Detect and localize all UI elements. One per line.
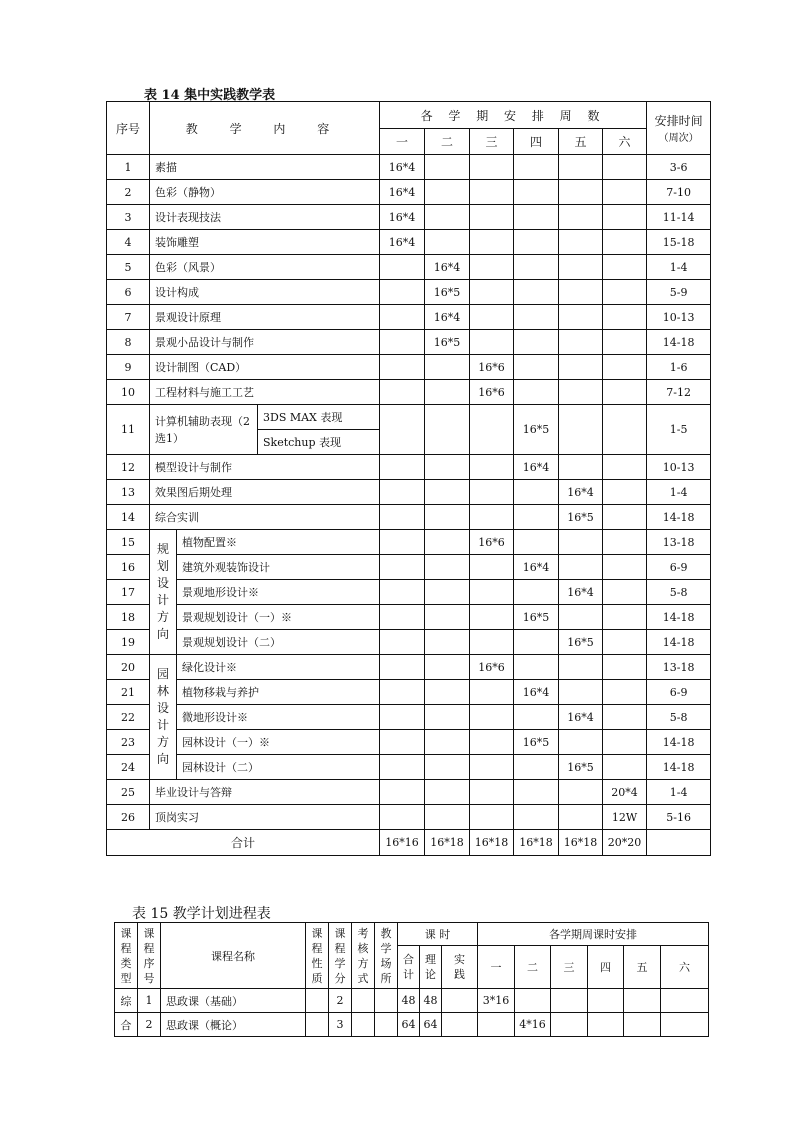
row-name: 综合实训 xyxy=(150,505,380,530)
row-name: 毕业设计与答辩 xyxy=(150,780,380,805)
table-row xyxy=(107,155,711,180)
header-semester-3: 三 xyxy=(551,946,588,989)
cell-s4: 16*5 xyxy=(514,730,559,755)
row-no: 6 xyxy=(107,280,150,305)
category-label-top: 综 xyxy=(115,989,138,1013)
header-semester-6: 六 xyxy=(603,129,647,155)
course-name: 思政课（概论） xyxy=(161,1013,306,1037)
row-no: 14 xyxy=(107,505,150,530)
cell-s4: 16*5 xyxy=(514,405,559,455)
course-credit: 3 xyxy=(329,1013,352,1037)
table-row xyxy=(107,680,711,705)
row-no: 5 xyxy=(107,255,150,280)
practice-teaching-table xyxy=(106,101,711,856)
row-time: 10-13 xyxy=(647,305,711,330)
cell-s3: 16*6 xyxy=(470,655,514,680)
cell-s4: 16*4 xyxy=(514,680,559,705)
header-hours-theory: 理 论 xyxy=(420,946,442,989)
cell-s2: 16*4 xyxy=(425,305,470,330)
total-s2: 16*18 xyxy=(425,830,470,856)
table-row xyxy=(107,805,711,830)
header-seq: 序号 xyxy=(107,102,150,155)
row-no: 12 xyxy=(107,455,150,480)
row-time: 5-8 xyxy=(647,580,711,605)
row-time: 6-9 xyxy=(647,680,711,705)
header-teaching-place: 教 学 场 所 xyxy=(375,923,398,989)
header-semester-5: 五 xyxy=(624,946,661,989)
header-exam-method: 考 核 方 式 xyxy=(352,923,375,989)
row-time: 1-5 xyxy=(647,405,711,455)
row-no: 18 xyxy=(107,605,150,630)
row-no: 16 xyxy=(107,555,150,580)
cell-s2: 16*5 xyxy=(425,280,470,305)
row-no: 15 xyxy=(107,530,150,555)
header-semester-4: 四 xyxy=(588,946,624,989)
table-row xyxy=(107,255,711,280)
cell-s3: 16*6 xyxy=(470,380,514,405)
table-row xyxy=(107,605,711,630)
cell-s2: 16*4 xyxy=(425,255,470,280)
table-row xyxy=(107,730,711,755)
table-row xyxy=(107,455,711,480)
header-time-bottom: （周次） xyxy=(658,133,699,144)
total-s4: 16*18 xyxy=(514,830,559,856)
total-label: 合计 xyxy=(107,830,380,856)
table-row xyxy=(107,580,711,605)
table-row xyxy=(107,305,711,330)
cell-s6: 20*4 xyxy=(603,780,647,805)
row-time: 13-18 xyxy=(647,530,711,555)
header-course-credit: 课 程 学 分 xyxy=(329,923,352,989)
table-row xyxy=(107,755,711,780)
row-time: 13-18 xyxy=(647,655,711,680)
row-name: 建筑外观装饰设计 xyxy=(177,555,380,580)
row-time: 3-6 xyxy=(647,155,711,180)
row-name: 效果图后期处理 xyxy=(150,480,380,505)
header-semester-2: 二 xyxy=(515,946,551,989)
row-sub-option-1: 3DS MAX 表现 xyxy=(258,405,380,430)
row-time: 5-8 xyxy=(647,705,711,730)
row-no: 23 xyxy=(107,730,150,755)
table-row xyxy=(107,230,711,255)
row-no: 10 xyxy=(107,380,150,405)
total-row xyxy=(107,830,711,856)
cell-s4: 16*4 xyxy=(514,555,559,580)
row-name: 顶岗实习 xyxy=(150,805,380,830)
row-no: 4 xyxy=(107,230,150,255)
header-course-nature: 课 程 性 质 xyxy=(306,923,329,989)
row-no: 20 xyxy=(107,655,150,680)
row-name: 园林设计（二） xyxy=(177,755,380,780)
cell-s2: 16*5 xyxy=(425,330,470,355)
cell-s1: 16*4 xyxy=(380,205,425,230)
row-time: 7-12 xyxy=(647,380,711,405)
row-name: 色彩（风景） xyxy=(150,255,380,280)
table-15-caption: 表 15 教学计划进程表 xyxy=(132,906,271,922)
row-time: 10-13 xyxy=(647,455,711,480)
total-s1: 16*16 xyxy=(380,830,425,856)
row-time: 6-9 xyxy=(647,555,711,580)
row-name: 景观规划设计（一）※ xyxy=(177,605,380,630)
row-name: 景观地形设计※ xyxy=(177,580,380,605)
row-time: 14-18 xyxy=(647,505,711,530)
course-hours-theory: 64 xyxy=(420,1013,442,1037)
course-credit: 2 xyxy=(329,989,352,1013)
row-name: 植物配置※ xyxy=(177,530,380,555)
header-time-top: 安排时间 xyxy=(654,114,703,128)
row-time: 15-18 xyxy=(647,230,711,255)
row-time: 14-18 xyxy=(647,605,711,630)
row-time: 14-18 xyxy=(647,630,711,655)
header-semester-1: 一 xyxy=(380,129,425,155)
row-name: 色彩（静物） xyxy=(150,180,380,205)
group-label-garden: 园 林 设 计 方 向 xyxy=(150,655,177,780)
header-hours-practice: 实 践 xyxy=(442,946,478,989)
table-row xyxy=(107,355,711,380)
table-row xyxy=(107,330,711,355)
row-name: 设计制图（CAD） xyxy=(150,355,380,380)
row-no: 24 xyxy=(107,755,150,780)
cell-s4: 16*4 xyxy=(514,455,559,480)
row-name: 景观规划设计（二） xyxy=(177,630,380,655)
row-time: 14-18 xyxy=(647,730,711,755)
table-row xyxy=(115,989,709,1013)
course-no: 2 xyxy=(138,1013,161,1037)
row-time: 1-4 xyxy=(647,780,711,805)
row-no: 11 xyxy=(107,405,150,455)
row-no: 9 xyxy=(107,355,150,380)
row-no: 19 xyxy=(107,630,150,655)
row-time: 14-18 xyxy=(647,755,711,780)
header-course-type: 课 程 类 型 xyxy=(115,923,138,989)
header-hours: 课 时 xyxy=(398,923,478,946)
header-course-name: 课程名称 xyxy=(161,923,306,989)
row-no: 3 xyxy=(107,205,150,230)
row-time: 5-16 xyxy=(647,805,711,830)
row-sub-option-2: Sketchup 表现 xyxy=(258,430,380,455)
table-row xyxy=(107,780,711,805)
table-row xyxy=(107,705,711,730)
row-no: 21 xyxy=(107,680,150,705)
course-s2: 4*16 xyxy=(515,1013,551,1037)
row-no: 22 xyxy=(107,705,150,730)
cell-s6: 12W xyxy=(603,805,647,830)
row-no: 26 xyxy=(107,805,150,830)
group-label-planning: 规 划 设 计 方 向 xyxy=(150,530,177,655)
header-course-seq: 课 程 序 号 xyxy=(138,923,161,989)
header-hours-total: 合 计 xyxy=(398,946,420,989)
row-time: 11-14 xyxy=(647,205,711,230)
row-no: 2 xyxy=(107,180,150,205)
table-row xyxy=(107,405,711,430)
course-name: 思政课（基础） xyxy=(161,989,306,1013)
row-name: 模型设计与制作 xyxy=(150,455,380,480)
teaching-plan-table xyxy=(114,922,709,1037)
table-row xyxy=(107,380,711,405)
cell-s1: 16*4 xyxy=(380,180,425,205)
header-weekly: 各学期周课时安排 xyxy=(478,923,709,946)
row-name: 植物移栽与养护 xyxy=(177,680,380,705)
row-name: 园林设计（一）※ xyxy=(177,730,380,755)
row-time: 1-6 xyxy=(647,355,711,380)
row-time: 14-18 xyxy=(647,330,711,355)
cell-s1: 16*4 xyxy=(380,230,425,255)
row-name: 装饰雕塑 xyxy=(150,230,380,255)
total-s5: 16*18 xyxy=(559,830,603,856)
row-name: 计算机辅助表现（2选1） xyxy=(150,405,258,455)
header-content: 教 学 内 容 xyxy=(150,102,380,155)
total-s6: 20*20 xyxy=(603,830,647,856)
cell-s5: 16*4 xyxy=(559,480,603,505)
table-row xyxy=(107,280,711,305)
course-s1: 3*16 xyxy=(478,989,515,1013)
table-row xyxy=(107,555,711,580)
cell-s5: 16*5 xyxy=(559,755,603,780)
cell-s3: 16*6 xyxy=(470,355,514,380)
header-time xyxy=(647,102,711,155)
row-name: 设计构成 xyxy=(150,280,380,305)
header-semester-6: 六 xyxy=(661,946,709,989)
cell-s4: 16*5 xyxy=(514,605,559,630)
table-row xyxy=(107,655,711,680)
row-time: 5-9 xyxy=(647,280,711,305)
table-row xyxy=(107,630,711,655)
table-row xyxy=(107,530,711,555)
row-name: 景观小品设计与制作 xyxy=(150,330,380,355)
row-no: 1 xyxy=(107,155,150,180)
row-name: 绿化设计※ xyxy=(177,655,380,680)
header-semester-4: 四 xyxy=(514,129,559,155)
row-name: 工程材料与施工工艺 xyxy=(150,380,380,405)
category-label-bottom: 合 xyxy=(115,1013,138,1037)
course-hours-total: 64 xyxy=(398,1013,420,1037)
header-weeks: 各 学 期 安 排 周 数 xyxy=(380,102,647,129)
table-row xyxy=(115,1013,709,1037)
header-semester-1: 一 xyxy=(478,946,515,989)
course-hours-total: 48 xyxy=(398,989,420,1013)
cell-s1: 16*4 xyxy=(380,155,425,180)
row-no: 25 xyxy=(107,780,150,805)
cell-s5: 16*5 xyxy=(559,630,603,655)
row-no: 8 xyxy=(107,330,150,355)
row-no: 13 xyxy=(107,480,150,505)
table-14-caption: 表 14 集中实践教学表 xyxy=(144,88,276,103)
cell-s5: 16*4 xyxy=(559,580,603,605)
course-no: 1 xyxy=(138,989,161,1013)
row-time: 1-4 xyxy=(647,255,711,280)
row-time: 7-10 xyxy=(647,180,711,205)
row-no: 7 xyxy=(107,305,150,330)
cell-s5: 16*4 xyxy=(559,705,603,730)
header-semester-5: 五 xyxy=(559,129,603,155)
row-name: 微地形设计※ xyxy=(177,705,380,730)
course-hours-theory: 48 xyxy=(420,989,442,1013)
row-time: 1-4 xyxy=(647,480,711,505)
table-row xyxy=(107,205,711,230)
row-name: 设计表现技法 xyxy=(150,205,380,230)
table-row xyxy=(107,480,711,505)
row-name: 素描 xyxy=(150,155,380,180)
table-row xyxy=(107,505,711,530)
table-row xyxy=(107,180,711,205)
row-name: 景观设计原理 xyxy=(150,305,380,330)
header-semester-2: 二 xyxy=(425,129,470,155)
row-no: 17 xyxy=(107,580,150,605)
cell-s3: 16*6 xyxy=(470,530,514,555)
cell-s5: 16*5 xyxy=(559,505,603,530)
header-semester-3: 三 xyxy=(470,129,514,155)
total-s3: 16*18 xyxy=(470,830,514,856)
